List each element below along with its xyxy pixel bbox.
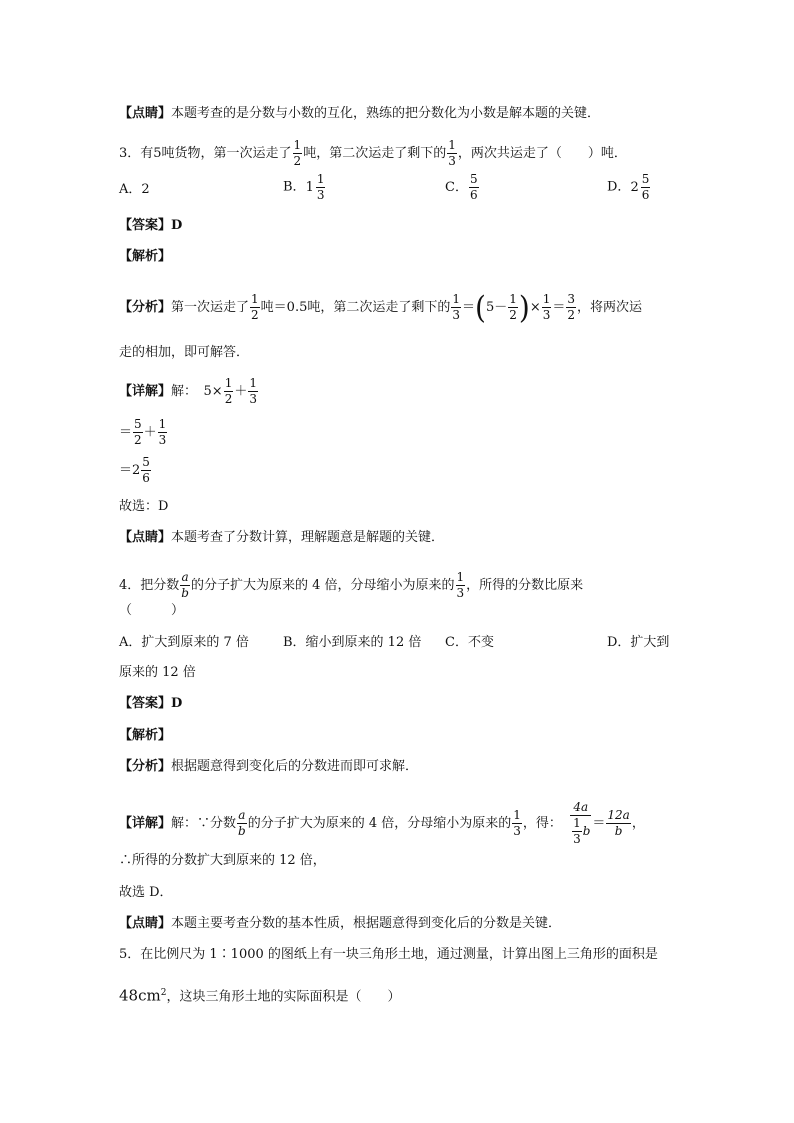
numerator: 5 xyxy=(469,172,478,186)
denominator: 3 xyxy=(249,392,257,406)
text: 的分子扩大为原来的 4 倍，分母缩小为原来的 xyxy=(247,816,512,831)
text: 5－ xyxy=(485,300,508,315)
q3-option-c xyxy=(445,172,480,203)
q3-answer: 【答案】D xyxy=(119,218,183,233)
q4-option-d-cont: 原来的 12 倍 xyxy=(119,665,196,680)
superscript: 2 xyxy=(160,988,167,998)
q3-option-b xyxy=(283,172,326,203)
numerator: 1 xyxy=(448,138,456,152)
text: ＝ xyxy=(462,300,476,315)
q3-option-d xyxy=(607,172,651,203)
solution-tag: 【详解】 xyxy=(119,384,172,399)
q3-comment xyxy=(119,528,444,548)
denominator: b xyxy=(614,824,623,838)
analysis-tag: 【分析】 xyxy=(119,759,172,774)
q3-option-a: A．2 xyxy=(119,182,150,197)
q4-choice: 故选 D． xyxy=(119,885,173,900)
denominator: 2 xyxy=(224,392,233,406)
q3-analysis-heading: 【解析】 xyxy=(119,249,172,264)
text: 吨＝0.5吨，第二次运走了剩下的 xyxy=(260,300,451,315)
denominator: 3 xyxy=(452,308,460,322)
denominator: b xyxy=(238,824,246,838)
denominator: 3 xyxy=(456,586,465,600)
option-label: D． xyxy=(607,179,631,195)
numerator: a xyxy=(181,570,189,584)
numerator: 1 xyxy=(542,292,551,306)
text: 解： 5× xyxy=(171,384,223,399)
q3-text-a: 3．有5吨货物，第一次运走了 xyxy=(119,146,292,161)
denominator: 3 xyxy=(513,824,521,838)
fraction xyxy=(606,808,630,839)
q4-comment xyxy=(119,914,561,934)
text: ，得： xyxy=(522,816,562,831)
q4-analysis-heading: 【解析】 xyxy=(119,728,172,743)
right-paren: ) xyxy=(518,288,530,326)
comment-text: 本题考查了分数计算，理解题意是解题的关键． xyxy=(171,530,445,545)
fraction xyxy=(641,172,651,203)
denominator: 3 xyxy=(316,188,325,202)
denominator: 3 xyxy=(542,308,551,322)
fraction xyxy=(293,138,303,169)
text: ＝2 xyxy=(119,463,141,478)
fraction xyxy=(180,570,190,601)
whole: 1 xyxy=(305,179,314,195)
complex-fraction xyxy=(570,800,591,847)
numerator: 1 xyxy=(509,292,517,306)
mixed-number xyxy=(630,172,651,203)
text: 4．把分数 xyxy=(119,578,180,593)
numerator: 5 xyxy=(134,417,142,431)
text: ＋ xyxy=(234,384,248,399)
numerator: 1 xyxy=(158,417,167,431)
denominator: 2 xyxy=(134,433,142,447)
fraction xyxy=(456,570,466,601)
q4-option-a: A．扩大到原来的 7 倍 xyxy=(119,635,249,650)
solution-tag: 【详解】 xyxy=(119,816,172,831)
text: ＝ xyxy=(592,816,606,831)
fraction xyxy=(316,172,326,203)
numerator: 1 xyxy=(224,376,233,390)
q4-option-b: B．缩小到原来的 12 倍 xyxy=(283,635,422,650)
comment-tag: 【点睛】 xyxy=(119,916,172,931)
left-paren: ( xyxy=(475,288,486,326)
question-5-stem: 5．在比例尺为 1∶1000 的图纸上有一块三角形土地，通过测量，计算出图上三角形的面积是 xyxy=(119,947,658,962)
text: ， xyxy=(631,816,645,831)
whole: 2 xyxy=(630,179,639,195)
q4-option-d: D．扩大到 xyxy=(607,635,670,650)
numerator: 1 xyxy=(316,172,325,186)
analysis-tag: 【分析】 xyxy=(119,300,172,315)
question-3-stem xyxy=(119,138,627,169)
text: × xyxy=(529,300,541,315)
text: 第一次运走了 xyxy=(171,300,250,315)
text: ＝ xyxy=(552,300,566,315)
text: ＋ xyxy=(143,425,157,440)
text: 48cm xyxy=(119,986,161,1005)
q3-text-c: ，两次共运走了（ ）吨． xyxy=(457,146,627,161)
fraction xyxy=(451,292,461,323)
denominator: b xyxy=(181,586,189,600)
denominator: 3 xyxy=(573,832,581,846)
q3-choice: 故选：D xyxy=(119,499,169,514)
q4-solution xyxy=(119,800,645,847)
text: 的分子扩大为原来的 4 倍，分母缩小为原来的 xyxy=(190,578,455,593)
fraction xyxy=(250,292,260,323)
q3-text-b: 吨，第二次运走了剩下的 xyxy=(303,146,447,161)
numerator: a xyxy=(238,808,246,822)
numerator: 1 xyxy=(456,570,465,584)
q3-analysis xyxy=(119,288,643,326)
variable: b xyxy=(582,824,591,838)
denominator: 2 xyxy=(293,154,302,168)
comment-tag: 【点睛】 xyxy=(119,106,172,121)
denominator: 2 xyxy=(567,308,576,322)
numerator: 1 xyxy=(251,292,259,306)
numerator: 1 xyxy=(513,808,521,822)
fraction xyxy=(566,292,576,323)
comment-tag: 【点睛】 xyxy=(119,530,172,545)
comment-line xyxy=(119,104,600,124)
q4-analysis xyxy=(119,757,418,777)
q3-solution-line2 xyxy=(119,417,168,448)
fraction xyxy=(447,138,457,169)
fraction xyxy=(224,376,234,407)
mixed-number xyxy=(306,172,327,203)
denominator: 2 xyxy=(509,308,517,322)
text: 解：∵分数 xyxy=(171,816,237,831)
q4-therefore: ∴所得的分数扩大到原来的 12 倍， xyxy=(119,853,326,868)
fraction xyxy=(248,376,258,407)
denominator xyxy=(570,816,591,847)
numerator: 1 xyxy=(293,138,302,152)
q3-solution-line1 xyxy=(119,376,259,407)
numerator: 5 xyxy=(142,455,150,469)
numerator: 12a xyxy=(607,808,630,822)
numerator: 1 xyxy=(249,376,257,390)
fraction xyxy=(469,172,479,203)
q3-analysis-cont: 走的相加，即可解答． xyxy=(119,345,250,360)
fraction xyxy=(572,816,582,847)
denominator: 6 xyxy=(142,471,150,485)
text: ，所得的分数比原来 xyxy=(466,578,584,593)
text: ，这块三角形土地的实际面积是（ ） xyxy=(166,989,401,1005)
q4-paren: （ ） xyxy=(119,603,185,618)
fraction xyxy=(133,417,143,448)
denominator: 3 xyxy=(448,154,456,168)
numerator: 1 xyxy=(452,292,460,306)
fraction xyxy=(141,455,151,486)
denominator: 2 xyxy=(251,308,259,322)
denominator: 6 xyxy=(641,188,650,202)
question-4-stem xyxy=(119,570,583,601)
text: ＝ xyxy=(119,425,133,440)
fraction xyxy=(542,292,552,323)
comment-text: 本题考查的是分数与小数的互化，熟练的把分数化为小数是解本题的关键． xyxy=(171,106,601,121)
numerator: 5 xyxy=(641,172,650,186)
comment-text: 本题主要考查分数的基本性质，根据题意得到变化后的分数是关键． xyxy=(171,916,562,931)
fraction xyxy=(512,808,522,839)
q4-answer: 【答案】D xyxy=(119,696,183,711)
numerator: 4a xyxy=(570,800,591,816)
denominator: 6 xyxy=(469,188,478,202)
option-label: B． xyxy=(283,179,306,195)
denominator: 3 xyxy=(158,433,167,447)
q3-solution-line3 xyxy=(119,455,152,486)
text: 根据题意得到变化后的分数进而即可求解． xyxy=(171,759,419,774)
numerator: 3 xyxy=(567,292,576,306)
question-5-stem-cont xyxy=(119,983,400,1007)
numerator: 1 xyxy=(573,816,581,830)
fraction xyxy=(508,292,518,323)
option-label: C． xyxy=(445,180,468,195)
fraction xyxy=(237,808,247,839)
fraction xyxy=(158,417,168,448)
text: ，将两次运 xyxy=(577,300,643,315)
q4-option-c: C．不变 xyxy=(445,635,494,650)
